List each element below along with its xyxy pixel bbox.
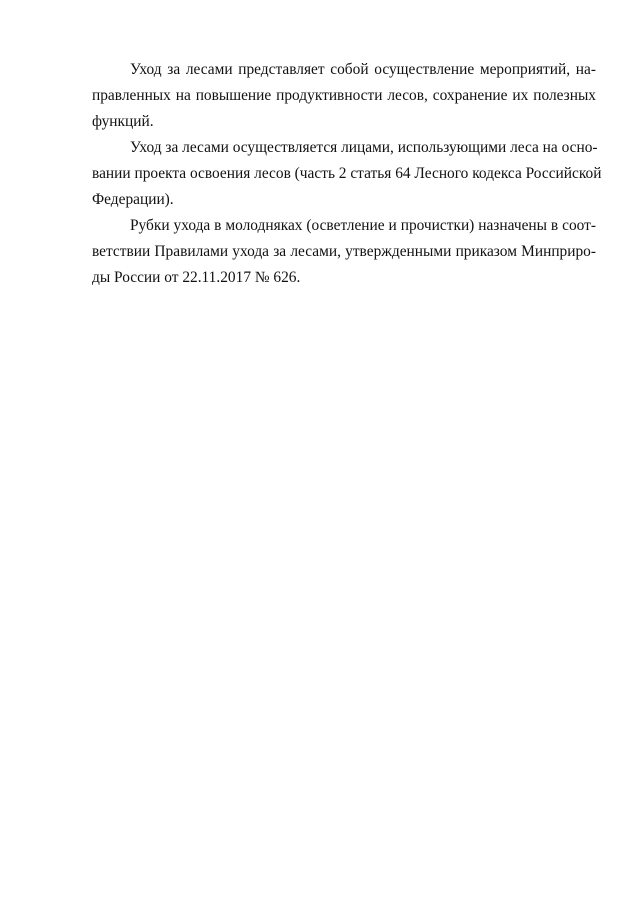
- paragraph-line: Рубки ухода в молодняках (осветление и прочистки) назначены в соот-: [130, 217, 596, 234]
- paragraph-line: Уход за лесами осуществляется лицами, использующими леса на осно-: [130, 139, 598, 156]
- paragraph-line: Уход за лесами представляет собой осуществление мероприятий, на-: [130, 61, 596, 78]
- paragraph-line: Федерации).: [92, 191, 174, 208]
- paragraph-forest-care-definition: [92, 57, 596, 135]
- paragraph-forest-care-executors: [92, 135, 602, 213]
- paragraph-line: правленных на повышение продуктивности лесов, сохранение их полезных: [92, 87, 596, 104]
- document-body: [92, 57, 602, 291]
- paragraph-line: вании проекта освоения лесов (часть 2 статья 64 Лесного кодекса Российской: [92, 165, 602, 182]
- paragraph-line: ветствии Правилами ухода за лесами, утвержденными приказом Минприро-: [92, 243, 596, 260]
- paragraph-thinning-rules: [92, 213, 596, 291]
- paragraph-line: ды России от 22.11.2017 № 626.: [92, 269, 301, 286]
- paragraph-line: функций.: [92, 113, 154, 130]
